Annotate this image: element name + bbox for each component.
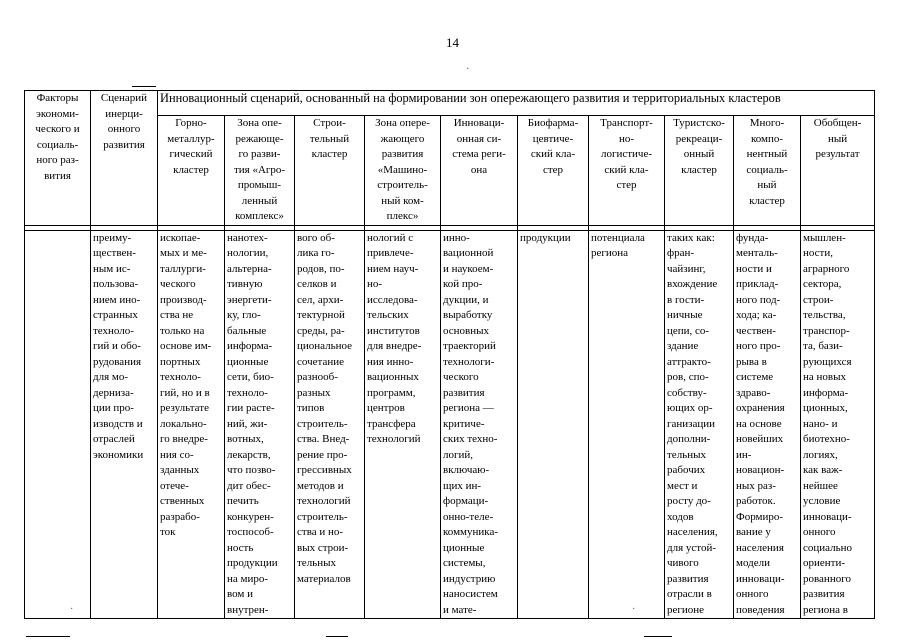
- header-transport-logistics-cluster: Транспорт- но- логистиче- ский кла- стер: [589, 116, 665, 226]
- header-factors: Факторы экономи- ческого и социаль- ного раз- вития: [25, 91, 91, 226]
- header-innovative-scenario: Инновационный сценарий, основанный на формировании зон опережающего развития и территориальных кластеров: [158, 91, 875, 116]
- header-biopharma-cluster: Биофарма- цевтиче- ский кла- стер: [518, 116, 589, 226]
- header-innovation-system: Инноваци- онная си- стема реги- она: [441, 116, 518, 226]
- scenario-table: [24, 90, 875, 619]
- footer-rule: [26, 636, 70, 637]
- header-agro-zone: Зона опе- режающе- го разви- тия «Агро- промыш- ленный комплекс»: [225, 116, 295, 226]
- body-cell-transport: потенциала региона: [589, 230, 665, 619]
- body-cell-biopharma: продукции: [518, 230, 589, 619]
- header-machine-building-zone: Зона опере- жающего развития «Машино- строитель- ный ком- плекс»: [365, 116, 441, 226]
- footer-rule: [644, 636, 672, 637]
- page-number: 14: [446, 35, 459, 50]
- body-cell-innovation-system: инно- вационной и наукоем- кой про- дукции, и выработку основных траекторий технологи- ческого развития региона — критиче- ских техно- логий, включаю- щих ин- формаци- онно-теле- коммуника- ционные системы, индустрию наносистем и мате-: [441, 230, 518, 619]
- body-cell-inertial: преиму- ществен- ным ис- пользова- нием ино- странных техноло- гий и обо- рудования для мо- дерниза- ции про- изводств и отраслей экономики: [91, 230, 158, 619]
- body-cell-social: фунда- менталь- ности и приклад- ного под- хода; ка- чествен- ного про- рыва в системе здраво- охранения на основе новейших ин- новацион- ных раз- работок. Формиро- вание у населения модели инноваци- онного поведения: [734, 230, 801, 619]
- body-cell-construction: вого об- лика го- родов, по- селков и сел, архи- тектурной среды, ра- циональное сочетание разнооб- разных типов строитель- ства. Внед- рение про- грессивных методов и технологий строитель- ства и но- вых строи- тельных материалов: [295, 230, 365, 619]
- scan-speck: ·: [466, 64, 470, 75]
- header-mining-metallurgy-cluster: Горно- металлур- гический кластер: [158, 116, 225, 226]
- header-construction-cluster: Строи- тельный кластер: [295, 116, 365, 226]
- body-cell-mining: ископае- мых и ме- таллурги- ческого производ- ства не только на основе им- портных техноло- гий, но и в результате локально- го внедре- ния со- зданных отече- ственных разрабо- ток: [158, 230, 225, 619]
- scan-speck: ·: [70, 604, 74, 615]
- header-social-cluster: Много- компо- нентный социаль- ный кластер: [734, 116, 801, 226]
- footer-rule: [326, 636, 348, 637]
- header-inertial-scenario: Сценарий инерци- онного развития: [91, 91, 158, 226]
- body-cell-result: мышлен- ности, аграрного сектора, строи- тельства, транспор- та, бази- рующихся на новых информа- ционных, нано- и биотехно- логиях, как важ- нейшее условие инноваци- онного социально ориенти- рованного развития региона в: [801, 230, 875, 619]
- body-cell-tourism: таких как: фран- чайзинг, вхождение в гости- ничные цепи, со- здание аттракто- ров, спо- собству- ющих ор- ганизации дополни- тельных рабочих мест и росту до- ходов населения, для устой- чивого развития отрасли в регионе: [665, 230, 734, 619]
- header-generalized-result: Обобщен- ный результат: [801, 116, 875, 226]
- body-cell-machine-building: нологий с привлече- нием науч- но- исследова- тельских институтов для внедре- ния инно- вационных программ, центров трансфера технологий: [365, 230, 441, 619]
- body-cell-agro: нанотех- нологии, альтерна- тивную энергети- ку, гло- бальные информа- ционные сети, био- техноло- гии расте- ний, жи- вотных, лекарств, что позво- дит обес- печить конкурен- тоспособ- ность продукции на миро- вом и внутрен-: [225, 230, 295, 619]
- header-rule: [132, 86, 156, 87]
- scan-speck: ·: [632, 604, 636, 615]
- header-tourism-cluster: Туристско- рекреаци- онный кластер: [665, 116, 734, 226]
- body-cell-factors: [25, 230, 91, 619]
